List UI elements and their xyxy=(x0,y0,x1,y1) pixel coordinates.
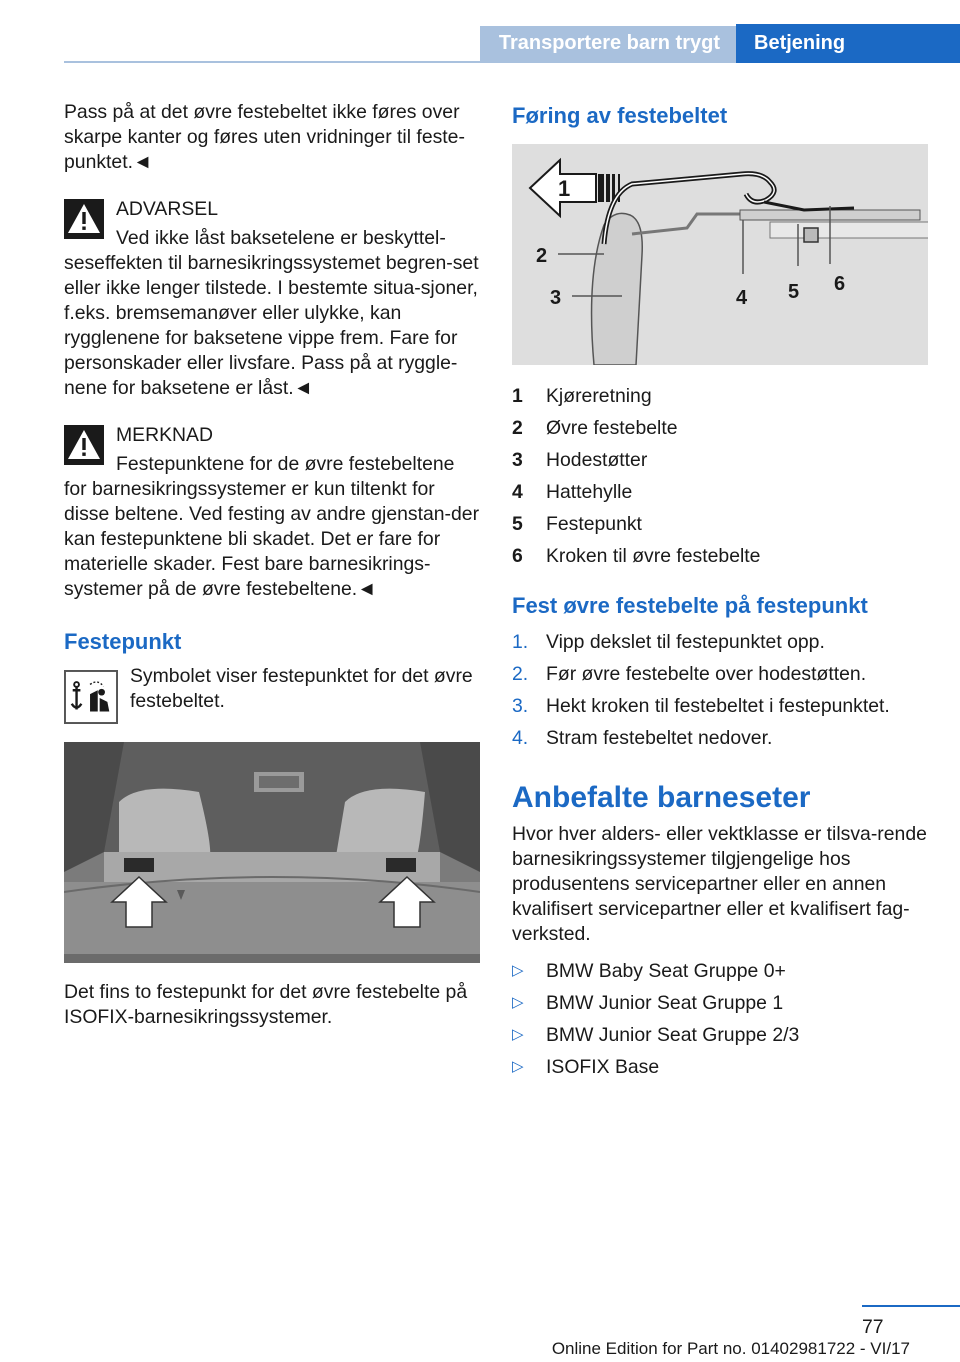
legend-number: 5 xyxy=(512,513,523,535)
warning-text: seseffekten til barnesikringssystemet begren-set eller ikke lenger tilstede. I bestemte situa-sjoner, f.eks. bremsemanøver eller ulykke, kan rygglenene for baksetene vippe frem. Fare for personskader eller livsfare. Pass på at ryggle-nene for baksetene er låst.◄ xyxy=(64,252,479,399)
legend-number: 3 xyxy=(512,449,523,471)
triangle-bullet-icon: ▷ xyxy=(512,1026,524,1043)
step-number: 4. xyxy=(512,727,529,749)
anchor-symbol-row xyxy=(64,664,480,724)
warning-title: ADVARSEL xyxy=(116,198,219,220)
belt-routing-diagram xyxy=(512,144,928,365)
warning-triangle-icon xyxy=(64,199,104,239)
seat-item xyxy=(512,955,928,987)
attach-steps xyxy=(512,626,928,754)
legend-item xyxy=(512,508,928,540)
legend-number: 6 xyxy=(512,545,523,567)
step-label: Vipp dekslet til festepunktet opp. xyxy=(546,631,825,653)
warning-block xyxy=(64,197,480,401)
anchor-symbol-description: Symbolet viser festepunktet for det øvre festebeltet. xyxy=(130,665,473,712)
legend-label: Festepunkt xyxy=(546,513,642,535)
diagram-label-3: 3 xyxy=(550,287,562,309)
step-label: Stram festebeltet nedover. xyxy=(546,727,773,749)
seat-label: BMW Baby Seat Gruppe 0+ xyxy=(546,960,786,982)
footer-rule xyxy=(862,1305,960,1307)
anchor-heading: Festepunkt xyxy=(64,629,182,654)
seat-label: BMW Junior Seat Gruppe 2/3 xyxy=(546,1024,800,1046)
legend-label: Kjøreretning xyxy=(546,385,652,407)
attach-heading: Fest øvre festebelte på festepunkt xyxy=(512,593,868,618)
page-number: 77 xyxy=(862,1316,884,1338)
step-label: Hekt kroken til festebeltet i festepunktet. xyxy=(546,695,890,717)
diagram-label-5: 5 xyxy=(788,281,800,303)
diagram-legend xyxy=(512,380,928,572)
diagram-label-2: 2 xyxy=(536,245,548,267)
footer-edition: Online Edition for Part no. 01402981722 - VI/17 xyxy=(551,1339,910,1358)
seat-item xyxy=(512,1051,928,1083)
legend-label: Øvre festebelte xyxy=(546,417,678,439)
legend-item xyxy=(512,444,928,476)
rear-seat-anchor-photo xyxy=(64,742,480,963)
triangle-bullet-icon: ▷ xyxy=(512,1058,524,1075)
triangle-bullet-icon: ▷ xyxy=(512,962,524,979)
legend-item xyxy=(512,412,928,444)
legend-item xyxy=(512,380,928,412)
seat-item xyxy=(512,987,928,1019)
legend-number: 2 xyxy=(512,417,523,439)
step-item xyxy=(512,658,928,690)
seat-list xyxy=(512,955,928,1083)
seat-item xyxy=(512,1019,928,1051)
right-column xyxy=(512,100,928,1083)
note-block xyxy=(64,423,480,602)
legend-label: Kroken til øvre festebelte xyxy=(546,545,761,567)
legend-item xyxy=(512,540,928,572)
intro-paragraph: Pass på at det øvre festebeltet ikke føres over skarpe kanter og føres uten vridninger til feste-punktet.◄ xyxy=(64,101,465,173)
note-text-first-line: Festepunktene for de øvre festebeltene xyxy=(116,453,455,475)
diagram-label-6: 6 xyxy=(834,273,846,295)
recommended-heading: Anbefalte barneseter xyxy=(512,781,811,814)
diagram-label-4: 4 xyxy=(736,287,748,309)
legend-number: 4 xyxy=(512,481,523,503)
step-item xyxy=(512,626,928,658)
warning-text-first-line: Ved ikke låst baksetelene er beskyttel- xyxy=(116,227,446,249)
step-label: Før øvre festebelte over hodestøtten. xyxy=(546,663,867,685)
step-item xyxy=(512,722,928,754)
step-number: 1. xyxy=(512,631,529,653)
routing-heading: Føring av festebeltet xyxy=(512,103,728,128)
legend-label: Hattehylle xyxy=(546,481,633,503)
isofix-anchor-symbol-icon xyxy=(64,670,118,724)
header-section-title[interactable]: Transportere barn trygt xyxy=(480,26,736,61)
left-column xyxy=(64,100,480,1030)
header-chapter-tab[interactable]: Betjening xyxy=(736,24,960,63)
step-number: 3. xyxy=(512,695,529,717)
seat-label: ISOFIX Base xyxy=(546,1056,660,1078)
note-title: MERKNAD xyxy=(116,424,213,446)
step-item xyxy=(512,690,928,722)
note-text: for barnesikringssystemer er kun tiltenkt for disse beltene. Ved festing av andre gjenstan-der kan festepunktene bli skadet. Det er fare for materielle skader. Fest bare barnesikrings-systemer på de øvre festebeltene.◄ xyxy=(64,478,480,600)
photo-caption: Det fins to festepunkt for det øvre festebelte på ISOFIX-barnesikringssystemer. xyxy=(64,981,468,1028)
caution-triangle-icon xyxy=(64,425,104,465)
seat-label: BMW Junior Seat Gruppe 1 xyxy=(546,992,784,1014)
legend-number: 1 xyxy=(512,385,523,407)
triangle-bullet-icon: ▷ xyxy=(512,994,524,1011)
recommended-text: Hvor hver alders- eller vektklasse er tilsva-rende barnesikringssystemer tilgjengelige hos produsentens servicepartner eller en annen kvalifisert servicepartner eller et kvalifisert fag-verksted. xyxy=(512,823,927,945)
legend-label: Hodestøtter xyxy=(546,449,648,471)
legend-item xyxy=(512,476,928,508)
step-number: 2. xyxy=(512,663,529,685)
diagram-label-1: 1 xyxy=(558,176,571,201)
